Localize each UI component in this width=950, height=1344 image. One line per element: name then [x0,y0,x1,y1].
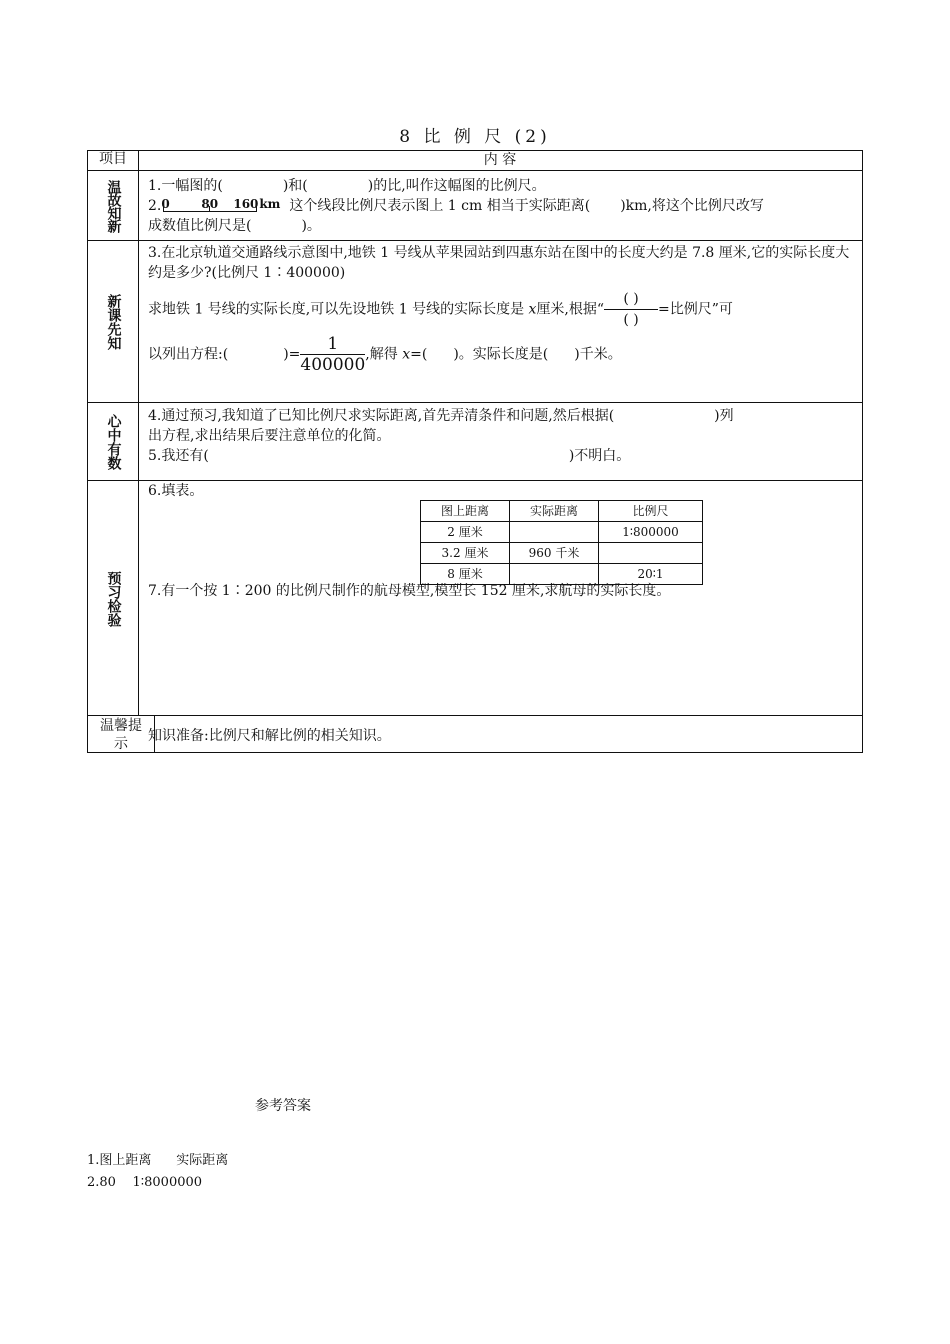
q4-text: 出方程,求出结果后要注意单位的化简。 [148,428,391,444]
line-scale [161,196,281,214]
scale-tick: 0 [161,197,170,211]
row-label: 温馨提示 [88,716,155,753]
q5-text: 5.我还有( [148,448,209,464]
row-check [88,480,862,716]
table-cell[interactable] [599,543,703,564]
q3-text: 3.在北京轨道交通路线示意图中,地铁 1 号线从苹果园站到四惠东站在图中的长度大约是 7.8 厘米,它的实际长度大约是多少?(比例尺 1∶400000) [148,245,850,281]
row-mind [88,402,862,481]
frac-num: 1 [300,334,365,355]
q3-text: =比例尺”可 [658,301,733,318]
q1-text: )的比,叫作这幅图的比例尺。 [367,178,546,194]
tip-text: 知识准备:比例尺和解比例的相关知识。 [148,728,391,744]
q4-text: 4.通过预习,我知道了已知比例尺求实际距离,首先弄清条件和问题,然后根据( [148,408,615,424]
row-label: 温故知新 [88,171,139,241]
row-tip [88,715,862,753]
answer-2: 2.80 1∶8000000 [87,1175,203,1190]
row-label: 预习检验 [88,481,139,716]
table-cell[interactable] [510,522,599,543]
row-label: 新课先知 [88,241,139,403]
q2-prefix: 2. [148,198,162,214]
q1-text: 1.一幅图的( [148,178,223,194]
scale-tick: 160 [233,197,259,211]
table-cell: 1∶800000 [599,522,703,543]
q2-text: 这个线段比例尺表示图上 1 cm 相当于实际距离( [289,198,591,214]
answer-1: 1.图上距离 实际距离 [87,1153,229,1168]
frac-blank: ( ) [623,312,639,328]
q3-text: )= [283,346,301,363]
row-review [88,170,862,241]
q7-text: 7.有一个按 1∶200 的比例尺制作的航母模型,模型长 152 厘米,求航母的实际长度。 [148,583,671,599]
table-cell: 8 厘米 [421,564,510,585]
blank-fraction [604,289,658,330]
scale-tick: 80 [201,197,219,211]
answers-title: 参考答案 [255,1098,311,1114]
header-col2: 内 容 [483,151,517,168]
q3-text: 以列出方程:( [148,346,229,363]
var-x: x [402,346,411,363]
q3-text: 厘米,根据“ [536,301,605,318]
table-header: 图上距离 [421,501,510,522]
q3-text: =( [410,346,428,363]
q4-text: )列 [714,408,734,424]
table-cell: 960 千米 [510,543,599,564]
table-cell: 3.2 厘米 [421,543,510,564]
frac-den: 400000 [300,355,366,375]
table-row [421,543,703,564]
table-cell: 20∶1 [599,564,703,585]
table-header: 比例尺 [599,501,703,522]
row-new [88,240,862,403]
q3-text: )千米。 [574,346,622,363]
q3-text: ,解得 [365,346,398,363]
fill-table [420,500,703,585]
header-col1: 项目 [88,150,139,170]
frac-blank: ( ) [604,289,658,310]
q2-text: 成数值比例尺是( [148,218,252,234]
q2-text: )。 [301,218,321,234]
q3-text: 求地铁 1 号线的实际长度,可以先设地铁 1 号线的实际长度是 [148,301,525,318]
q1-text: )和( [282,178,308,194]
q6-text: 6.填表。 [148,483,204,499]
row-label: 心中有数 [88,403,139,481]
scale-fraction [300,334,365,375]
worksheet-table [87,150,863,753]
q2-text: )km,将这个比例尺改写 [620,198,764,214]
table-cell: 2 厘米 [421,522,510,543]
q5-text: )不明白。 [568,448,631,464]
q3-text: )。实际长度是( [453,346,549,363]
header-row [88,150,862,170]
var-x: x [528,301,537,318]
scale-unit: km [259,197,281,211]
table-row [421,522,703,543]
page-title: 8 比 例 尺 (2) [399,127,551,147]
table-header: 实际距离 [510,501,599,522]
